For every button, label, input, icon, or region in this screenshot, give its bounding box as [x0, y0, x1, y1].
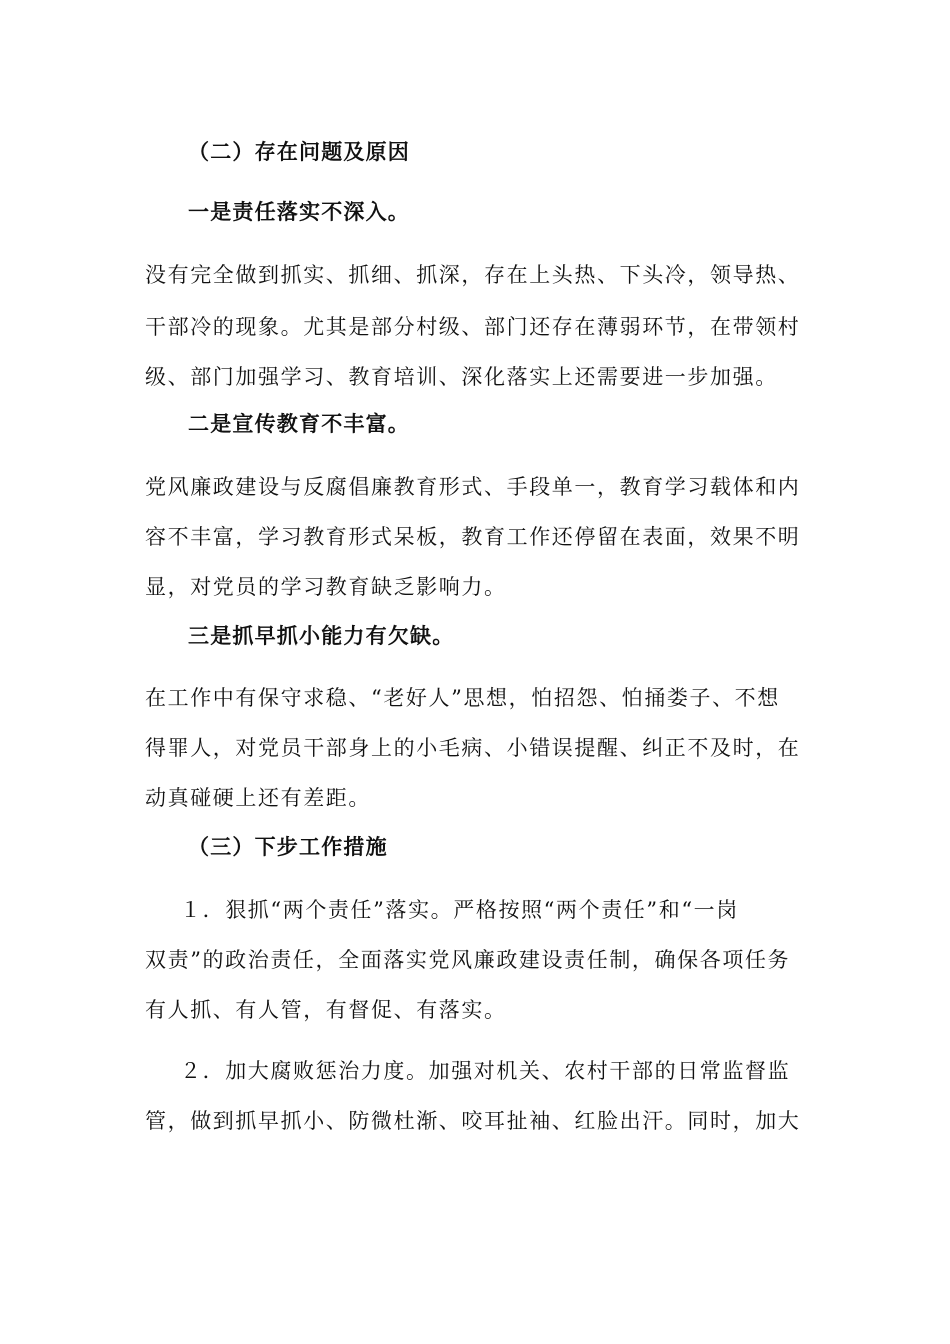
problem-2-line-1: 党风廉政建设与反腐倡廉教育形式、手段单一，教育学习载体和内 [145, 475, 801, 499]
problem-2-heading: 二是宣传教育不丰富。 [188, 411, 410, 436]
problem-2-line-2: 容不丰富，学习教育形式呆板，教育工作还停留在表面，效果不明 [145, 525, 801, 549]
section-2-title: （二）存在问题及原因 [188, 139, 410, 164]
problem-3-line-1: 在工作中有保守求稳、“老好人”思想，怕招怨、怕捅娄子、不想 [145, 686, 780, 710]
measure-1-line-1: １．狠抓“两个责任”落实。严格按照“两个责任”和“一岗 [180, 898, 739, 922]
measure-2-line-1: ２．加大腐败惩治力度。加强对机关、农村干部的日常监督监 [180, 1059, 791, 1083]
measure-1-line-2: 双责”的政治责任，全面落实党风廉政建设责任制，确保各项任务 [145, 948, 791, 972]
section-3-title: （三）下步工作措施 [188, 834, 388, 859]
problem-3-line-3: 动真碰硬上还有差距。 [145, 786, 371, 810]
problem-1-heading: 一是责任落实不深入。 [188, 199, 410, 224]
problem-3-heading: 三是抓早抓小能力有欠缺。 [188, 623, 455, 648]
measure-1-line-3: 有人抓、有人管，有督促、有落实。 [145, 998, 507, 1022]
problem-1-line-2: 干部冷的现象。尤其是部分村级、部门还存在薄弱环节，在带领村 [145, 315, 801, 339]
problem-1-line-3: 级、部门加强学习、教育培训、深化落实上还需要进一步加强。 [145, 365, 778, 389]
problem-2-line-3: 显，对党员的学习教育缺乏影响力。 [145, 575, 507, 599]
problem-1-line-1: 没有完全做到抓实、抓细、抓深，存在上头热、下头冷，领导热、 [145, 263, 801, 287]
problem-3-line-2: 得罪人，对党员干部身上的小毛病、小错误提醒、纠正不及时，在 [145, 736, 801, 760]
measure-2-line-2: 管，做到抓早抓小、防微杜渐、咬耳扯袖、红脸出汗。同时，加大 [145, 1109, 801, 1133]
